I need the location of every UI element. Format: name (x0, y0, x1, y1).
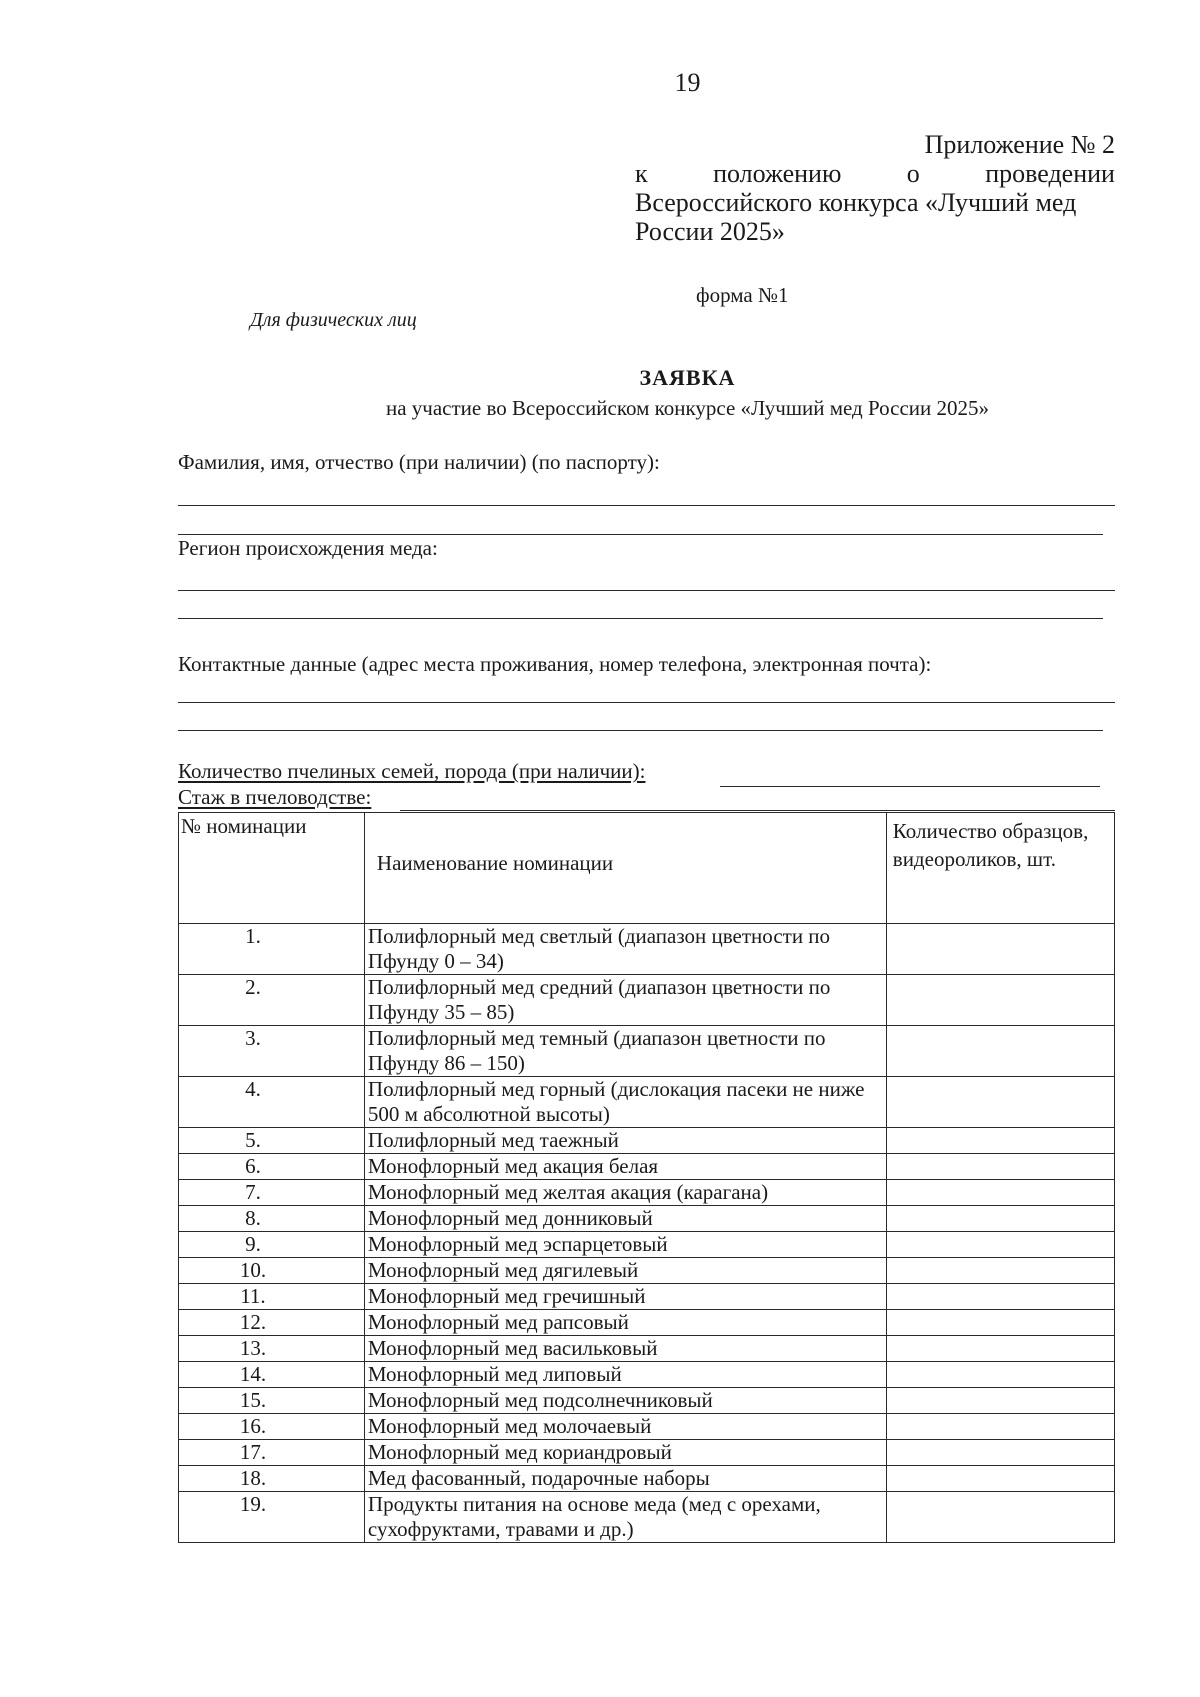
nomination-name: Полифлорный мед темный (диапазон цветности по Пфунду 86 – 150) (364, 1026, 886, 1077)
nomination-number: 6. (179, 1154, 365, 1180)
table-row (179, 1077, 1115, 1128)
nomination-name: Монофлорный мед липовый (364, 1362, 886, 1388)
region-line-1[interactable] (178, 590, 1115, 591)
nomination-name: Полифлорный мед горный (дислокация пасеки не ниже 500 м абсолютной высоты) (364, 1077, 886, 1128)
table-row (179, 1362, 1115, 1388)
table-row (179, 1206, 1115, 1232)
contacts-label: Контактные данные (адрес места проживания, номер телефона, электронная почта): (178, 652, 932, 676)
nomination-name: Монофлорный мед акация белая (364, 1154, 886, 1180)
nomination-name: Полифлорный мед светлый (диапазон цветности по Пфунду 0 – 34) (364, 924, 886, 975)
document-title: ЗАЯВКА (639, 365, 736, 390)
nomination-number: 18. (179, 1466, 365, 1492)
nomination-name: Монофлорный мед васильковый (364, 1336, 886, 1362)
table-row (179, 1388, 1115, 1414)
quantity-cell[interactable] (886, 1440, 1114, 1466)
full-name-line-1[interactable] (178, 505, 1115, 506)
quantity-cell[interactable] (886, 1362, 1114, 1388)
form-number: форма №1 (696, 283, 789, 307)
quantity-cell[interactable] (886, 1258, 1114, 1284)
nomination-number: 1. (179, 924, 365, 975)
nomination-name: Полифлорный мед средний (диапазон цветности по Пфунду 35 – 85) (364, 975, 886, 1026)
quantity-cell[interactable] (886, 1414, 1114, 1440)
document-subtitle: на участие во Всероссийском конкурсе «Лучший мед России 2025» (385, 396, 990, 420)
table-row (179, 924, 1115, 975)
nomination-name: Монофлорный мед дягилевый (364, 1258, 886, 1284)
table-row (179, 1310, 1115, 1336)
nomination-number: 14. (179, 1362, 365, 1388)
bee-colonies-label: Количество пчелиных семей, порода (при наличии): (178, 759, 646, 783)
appendix-title: Приложение № 2 (924, 130, 1115, 159)
quantity-cell[interactable] (886, 924, 1114, 975)
quantity-cell[interactable] (886, 975, 1114, 1026)
full-name-line-2[interactable] (178, 534, 1103, 535)
table-row (179, 1284, 1115, 1310)
nomination-number: 5. (179, 1128, 365, 1154)
bee-colonies-line[interactable] (720, 786, 1100, 787)
table-row (179, 1440, 1115, 1466)
appendix-header (635, 130, 1115, 246)
contacts-line-2[interactable] (178, 730, 1103, 731)
nomination-number: 4. (179, 1077, 365, 1128)
nomination-name: Продукты питания на основе меда (мед с орехами, сухофруктами, травами и др.) (364, 1492, 886, 1543)
quantity-cell[interactable] (886, 1466, 1114, 1492)
full-name-label: Фамилия, имя, отчество (при наличии) (по паспорту): (178, 450, 660, 474)
nomination-name: Монофлорный мед подсолнечниковый (364, 1388, 886, 1414)
page-number: 19 (674, 68, 701, 97)
table-row (179, 1180, 1115, 1206)
header-nomination-name: Наименование номинации (364, 813, 886, 924)
nomination-number: 11. (179, 1284, 365, 1310)
appendix-line-4: России 2025» (635, 217, 785, 246)
nomination-name: Монофлорный мед рапсовый (364, 1310, 886, 1336)
nomination-name: Мед фасованный, подарочные наборы (364, 1466, 886, 1492)
experience-label: Стаж в пчеловодстве: (178, 785, 372, 809)
header-quantity: Количество образцов, видеороликов, шт. (886, 813, 1114, 924)
appendix-word: к (635, 159, 648, 188)
table-row (179, 975, 1115, 1026)
table-row (179, 1414, 1115, 1440)
table-row (179, 1336, 1115, 1362)
nomination-number: 19. (179, 1492, 365, 1543)
table-row (179, 1466, 1115, 1492)
table-header-row (179, 813, 1115, 924)
nomination-number: 9. (179, 1232, 365, 1258)
nomination-name: Полифлорный мед таежный (364, 1128, 886, 1154)
quantity-cell[interactable] (886, 1206, 1114, 1232)
nomination-name: Монофлорный мед эспарцетовый (364, 1232, 886, 1258)
appendix-word: проведении (985, 159, 1115, 188)
quantity-cell[interactable] (886, 1336, 1114, 1362)
quantity-cell[interactable] (886, 1026, 1114, 1077)
nomination-name: Монофлорный мед желтая акация (карагана) (364, 1180, 886, 1206)
region-line-2[interactable] (178, 618, 1103, 619)
table-row (179, 1154, 1115, 1180)
appendix-line-2 (635, 159, 1115, 188)
appendix-line-3: Всероссийского конкурса «Лучший мед (635, 188, 1077, 217)
appendix-word: о (906, 159, 920, 188)
nomination-name: Монофлорный мед гречишный (364, 1284, 886, 1310)
quantity-cell[interactable] (886, 1232, 1114, 1258)
quantity-cell[interactable] (886, 1492, 1114, 1543)
nomination-name: Монофлорный мед молочаевый (364, 1414, 886, 1440)
nomination-number: 15. (179, 1388, 365, 1414)
nomination-number: 10. (179, 1258, 365, 1284)
nomination-number: 13. (179, 1336, 365, 1362)
nominations-table (178, 812, 1115, 1543)
nomination-number: 8. (179, 1206, 365, 1232)
nomination-number: 16. (179, 1414, 365, 1440)
quantity-cell[interactable] (886, 1077, 1114, 1128)
experience-line[interactable] (400, 810, 1115, 811)
nomination-name: Монофлорный мед донниковый (364, 1206, 886, 1232)
quantity-cell[interactable] (886, 1128, 1114, 1154)
table-row (179, 1232, 1115, 1258)
header-nomination-number: № номинации (179, 813, 365, 924)
nomination-number: 17. (179, 1440, 365, 1466)
nomination-name: Монофлорный мед кориандровый (364, 1440, 886, 1466)
quantity-cell[interactable] (886, 1388, 1114, 1414)
region-label: Регион происхождения меда: (178, 536, 438, 560)
quantity-cell[interactable] (886, 1284, 1114, 1310)
table-row (179, 1258, 1115, 1284)
appendix-word: положению (713, 159, 842, 188)
nomination-number: 12. (179, 1310, 365, 1336)
applicant-type-note: Для физических лиц (250, 309, 417, 331)
table-row (179, 1128, 1115, 1154)
nomination-number: 2. (179, 975, 365, 1026)
quantity-cell[interactable] (886, 1180, 1114, 1206)
nomination-number: 3. (179, 1026, 365, 1077)
table-row (179, 1026, 1115, 1077)
table-row (179, 1492, 1115, 1543)
quantity-cell[interactable] (886, 1154, 1114, 1180)
nomination-number: 7. (179, 1180, 365, 1206)
quantity-cell[interactable] (886, 1310, 1114, 1336)
contacts-line-1[interactable] (178, 702, 1115, 703)
